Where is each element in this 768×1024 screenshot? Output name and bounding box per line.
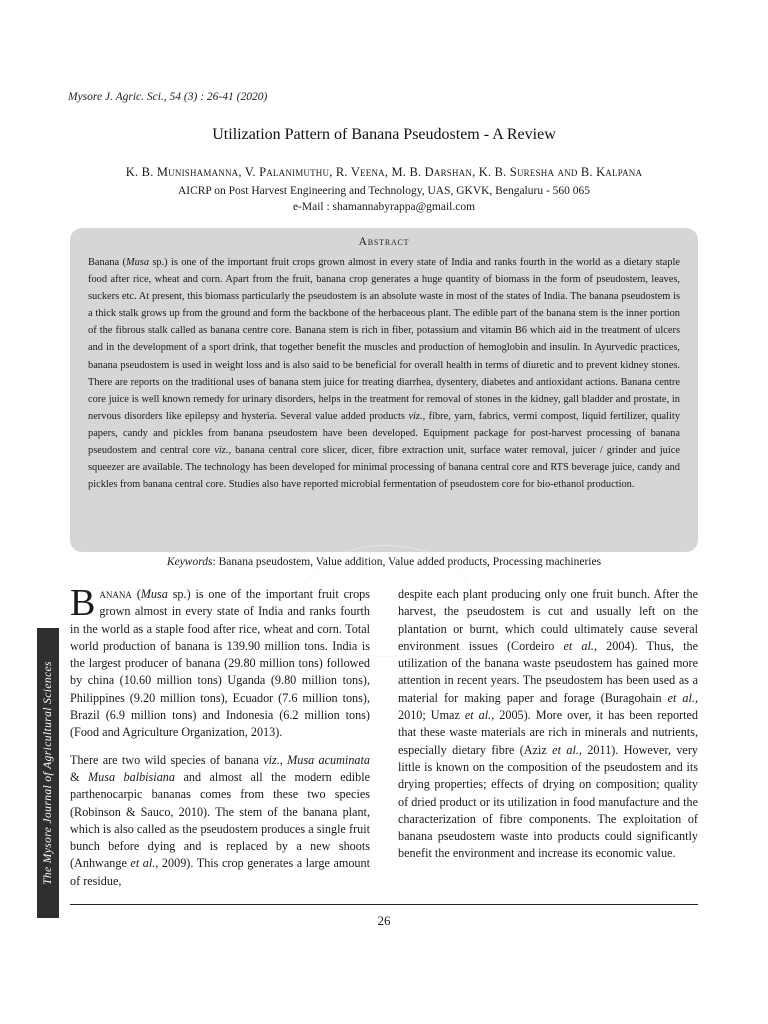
- drop-cap: B: [70, 582, 96, 624]
- body-paragraph: despite each plant producing only one fruit bunch. After the harvest, the pseudostem is cut and usually left on the plantation or burnt, which could ultimately cause several environment issues (Cordeiro et al., 2004). Thus, the utilization of the banana waste pseudostem has gained more attention in recent years. The pseudostem has been used as a material for making paper and forage (Buragohain et al., 2010; Umaz et al., 2005). More over, it has been reported that these waste materials are rich in minerals and nutrients, especially dietary fibre (Aziz et al., 2011). However, very little is known on the composition of the pseudostem and its drying properties; effects of drying on composition; quality of dried product or its utilization in food manufacture and the characterization of fibre components. The exploitation of banana pseudostem waste into products could significantly benefit the environment and increase its economic value.: [398, 587, 698, 861]
- body-column-left: [70, 582, 371, 900]
- journal-side-strip-label: The Mysore Journal of Agricultural Sciences: [42, 661, 54, 885]
- keywords-line: [0, 556, 768, 568]
- body-paragraph: There are two wild species of banana viz., Musa acuminata & Musa balbisiana and almost all the modern edible parthenocarpic bananas comes from these two species (Robinson & Sauco, 2010). The stem of the banana plant, which is also called as the pseudostem produces a single fruit bunch before dying and is replaced by a new shoots (Anhwange et al., 2009). This crop generates a large amount of residue,: [70, 752, 370, 888]
- keywords-label: Keywords: [166, 556, 213, 568]
- abstract-box: [70, 228, 698, 552]
- author-list: K. B. Munishamanna, V. Palanimuthu, R. Veena, M. B. Darshan, K. B. Suresha and B. Kalpana: [125, 165, 643, 179]
- abstract-text: Banana (Musa sp.) is one of the important fruit crops grown almost in every state of India and ranks fourth in the world as a dietary staple food after rice, wheat and corn. Apart from the fruit, banana crop generates a huge quantity of biomass in the form of pseudostem, leaves, suckers etc. At present, this biomass particularly the pseudostem is an absolute waste in most of the states of India. The banana pseudostem is a thick stalk grows up from the ground and form the backbone of the herbaceous plant. The edible part of the banana stem is the inner portion of the fibrous stalk called as banana centre core. Banana stem is rich in fiber, potassium and vitamin B6 which aid in the treatment of ulcers and in the development of a sport drink, that together benefit the muscles and production of hemoglobin and insulin. In Ayurvedic practices, banana pseudostem is used in weight loss and is also said to be beneficial for overall health in terms of diuretic and to prevent kidney stones. There are reports on the traditional uses of banana stem juice for treating diarrhea, dysentery, diabetes and antioxidant actions. Banana centre core juice is well known remedy for urinary disorders, helps in the treatment for removal of stones in the kidney, gall bladder and prostate, in nervous disorders like epilepsy and hysteria. Several value added products viz., fibre, yarn, fabrics, vermi compost, liquid fertilizer, quality papers, candy and pickles from banana pseudostem have been developed. Equipment package for post-harvest processing of banana pseudostem and central core viz., banana central core slicer, dicer, fibre extraction unit, surface water removal, juicer / grinder and juice squeezer are available. The technology has been developed for minimal processing of banana central core and RTS beverage juice, candy and pickles from banana central core. Studies also have reported microbial fermentation of pseudostem core for bio-ethanol production.: [88, 257, 681, 491]
- author-email[interactable]: e-Mail : shamannabyrappa@gmail.com: [292, 201, 476, 213]
- page-number: 26: [377, 913, 391, 928]
- body-paragraph: Banana (Musa sp.) is one of the important fruit crops grown almost in every state of India and ranks fourth in the world as a staple food after rice, wheat and corn. Total world production of banana is 139.90 million tons. India is the largest producer of banana (29.80 million tons) followed by china (10.60 million tons) Uganda (9.80 million tons), Philippines (9.20 million tons), Ecuador (7.6 million tons), Brazil (6.9 million tons) and Indonesia (6.2 million tons) (Food and Agriculture Organization, 2013).: [70, 582, 371, 740]
- abstract-heading: Abstract: [358, 236, 410, 248]
- journal-reference: Mysore J. Agric. Sci., 54 (3) : 26-41 (2020): [68, 91, 268, 103]
- keywords-text: : Banana pseudostem, Value addition, Value added products, Processing machineries: [212, 556, 602, 568]
- article-title: Utilization Pattern of Banana Pseudostem - A Review: [212, 126, 556, 143]
- author-affiliation: AICRP on Post Harvest Engineering and Technology, UAS, GKVK, Bengaluru - 560 065: [177, 185, 591, 197]
- footer-rule: [70, 904, 698, 905]
- body-column-right: [398, 586, 698, 873]
